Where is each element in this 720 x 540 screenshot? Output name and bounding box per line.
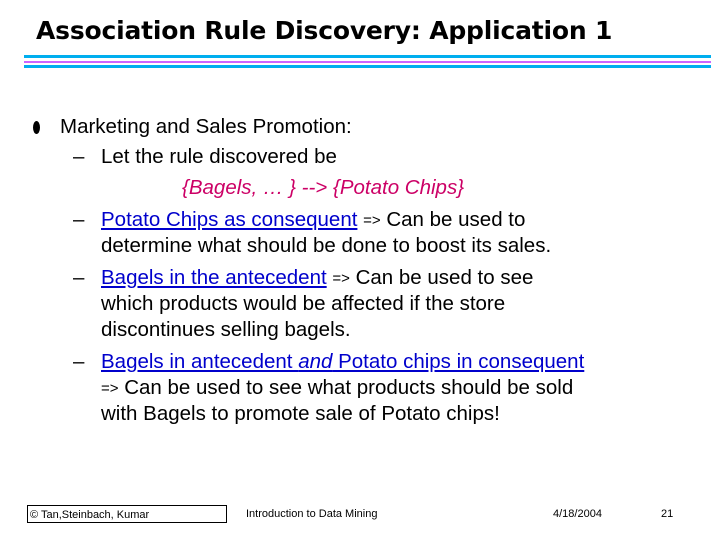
antecedent-link[interactable]: Bagels in the antecedent	[101, 266, 327, 289]
implies-arrow: =>	[332, 270, 350, 287]
sub-bullet-3-line1	[101, 266, 533, 291]
footer-date: 4/18/2004	[553, 508, 602, 520]
sub-bullet-3-line2: which products would be affected if the store	[101, 292, 506, 315]
dash-icon: –	[73, 350, 85, 373]
dash-icon: –	[73, 208, 85, 231]
sub-bullet-4-line2	[101, 376, 573, 401]
sub-bullet-2-line2: determine what should be done to boost its sales.	[101, 234, 552, 257]
sub-bullet-2-text: Can be used to	[380, 208, 526, 231]
bullet-dot-icon	[33, 121, 40, 134]
implies-arrow: =>	[363, 212, 381, 229]
sub-bullet-3-text: Can be used to see	[349, 266, 534, 289]
dash-icon: –	[73, 266, 85, 289]
footer-authors: © Tan,Steinbach, Kumar	[27, 505, 227, 523]
page-number: 21	[661, 508, 674, 520]
implies-arrow: =>	[101, 380, 119, 397]
sub-bullet-4-text: Can be used to see what products should be sold	[118, 376, 574, 399]
consequent-link[interactable]: Potato Chips as consequent	[101, 208, 358, 231]
dash-icon: –	[73, 145, 85, 168]
slide-title: Association Rule Discovery: Application 1	[36, 16, 613, 45]
sub-bullet-4-line3: with Bagels to promote sale of Potato chips!	[101, 402, 500, 425]
sub-bullet-4-line1	[101, 350, 584, 374]
rule-expression: {Bagels, … } --> {Potato Chips}	[182, 176, 465, 199]
sub-bullet-3-line3: discontinues selling bagels.	[101, 318, 351, 341]
footer-course: Introduction to Data Mining	[246, 508, 378, 520]
sub-bullet-2-line1	[101, 208, 525, 233]
sub-bullet-1-text: Let the rule discovered be	[101, 145, 337, 168]
main-bullet-text: Marketing and Sales Promotion:	[60, 115, 352, 138]
antecedent-consequent-link[interactable]: Bagels in antecedent and Potato chips in consequent	[101, 350, 585, 373]
